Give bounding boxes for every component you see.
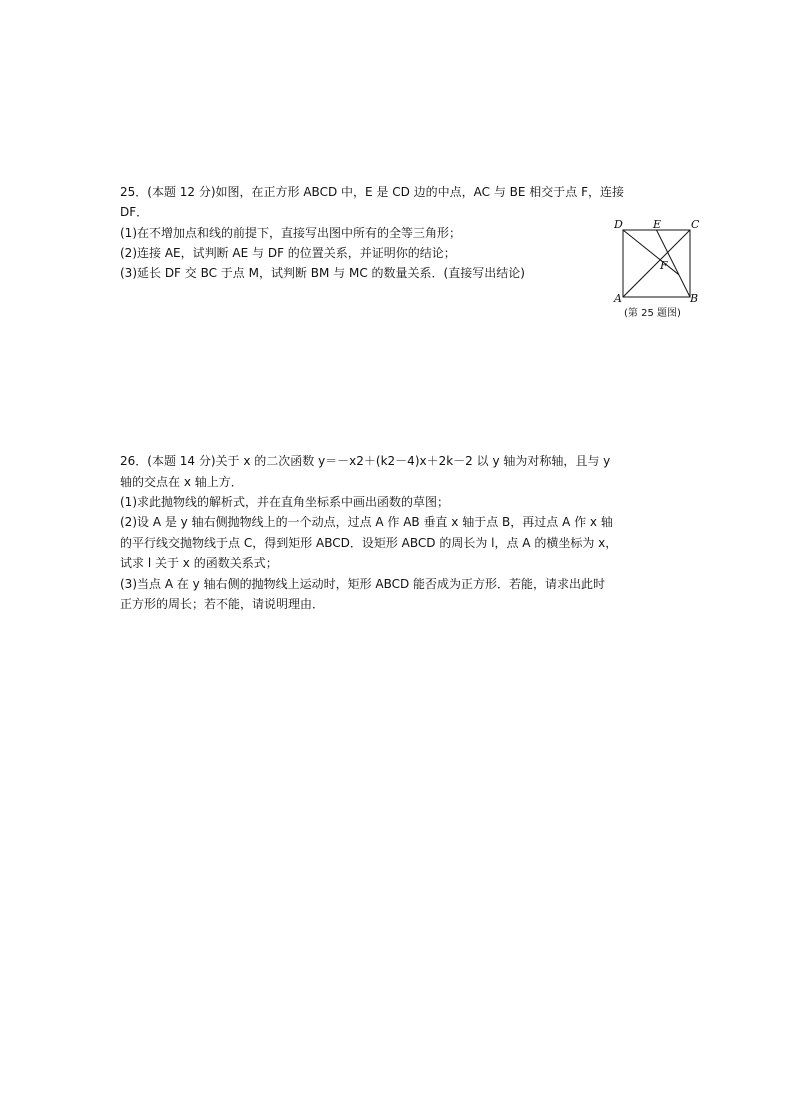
segment-df	[623, 230, 679, 275]
figure-caption: (第 25 题图)	[624, 308, 681, 319]
label-e: E	[653, 218, 662, 231]
problem-25-statement-line-2: DF．	[120, 205, 149, 219]
label-c: C	[691, 218, 700, 231]
problem-26-part-2-line-3: 试求 l 关于 x 的函数关系式；	[120, 556, 278, 570]
problem-26-part-2-line-2: 的平行线交抛物线于点 C，得到矩形 ABCD．设矩形 ABCD 的周长为 l，点 A 的横坐标为 x，	[120, 536, 618, 550]
problem-26-part-2-line-1: (2)设 A 是 y 轴右侧抛物线上的一个动点，过点 A 作 AB 垂直 x 轴于点 B，再过点 A 作 x 轴	[120, 515, 613, 529]
label-b: B	[690, 292, 699, 305]
problem-25-part-2: (2)连接 AE，试判断 AE 与 DF 的位置关系，并证明你的结论；	[120, 246, 456, 260]
problem-25-part-3: (3)延长 DF 交 BC 于点 M，试判断 BM 与 MC 的数量关系．(直接写出结论)	[120, 266, 525, 280]
problem-25-statement-line-1: 25．(本题 12 分)如图，在正方形 ABCD 中，E 是 CD 边的中点，AC 与 BE 相交于点 F，连接	[120, 185, 625, 199]
square-abcd-figure	[605, 213, 715, 323]
problem-26-statement-line-1: 26．(本题 14 分)关于 x 的二次函数 y＝－x2＋(k2－4)x＋2k－2 以 y 轴为对称轴，且与 y	[120, 454, 611, 468]
problem-26-part-1: (1)求此抛物线的解析式，并在直角坐标系中画出函数的草图；	[120, 495, 450, 509]
label-a: A	[614, 292, 622, 305]
label-f: F	[660, 259, 668, 272]
label-d: D	[614, 218, 623, 231]
diagonal-ac	[623, 230, 690, 297]
problem-26-part-3-line-2: 正方形的周长；若不能，请说明理由．	[120, 597, 325, 611]
problem-26-part-3-line-1: (3)当点 A 在 y 轴右侧的抛物线上运动时，矩形 ABCD 能否成为正方形．若能，请求出此时	[120, 577, 606, 591]
problem-25-part-1: (1)在不增加点和线的前提下，直接写出图中所有的全等三角形；	[120, 226, 462, 240]
problem-26-statement-line-2: 轴的交点在 x 轴上方．	[120, 475, 243, 489]
